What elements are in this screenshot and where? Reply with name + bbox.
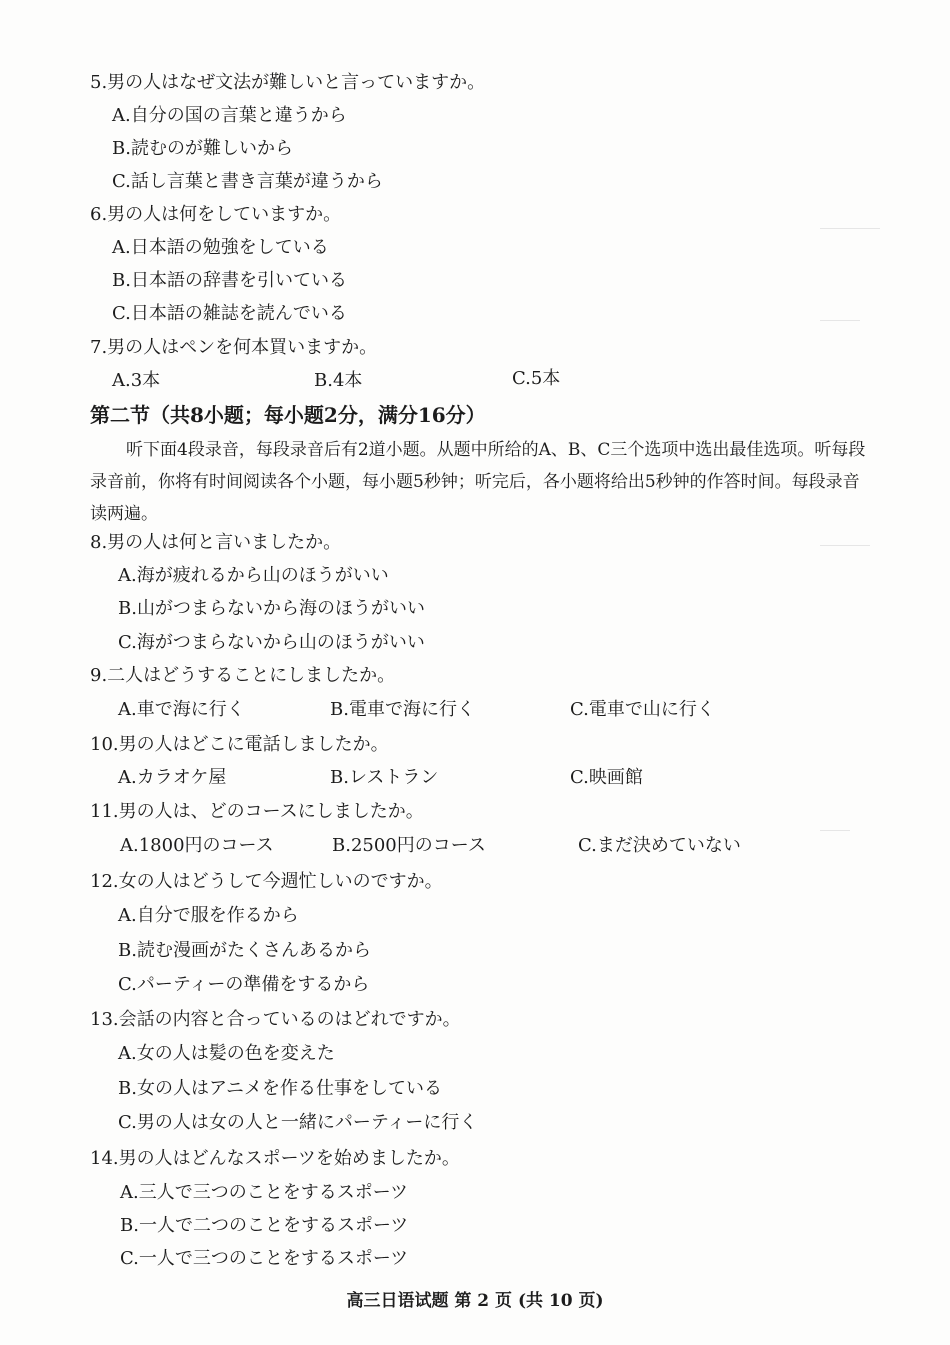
question-14-option-c: C.一人で三つのことをするスポーツ bbox=[120, 1248, 409, 1269]
question-13: 13.会話の内容と合っているのはどれですか。 bbox=[90, 1009, 461, 1030]
question-11-option-a: A.1800円のコース bbox=[120, 835, 274, 856]
question-10-option-a: A.カラオケ屋 bbox=[118, 767, 227, 788]
question-9: 9.二人はどうすることにしましたか。 bbox=[90, 665, 396, 686]
question-12-option-c: C.パーティーの準備をするから bbox=[118, 974, 370, 995]
question-5: 5.男の人はなぜ文法が難しいと言っていますか。 bbox=[90, 72, 486, 93]
question-5-option-b: B.読むのが難しいから bbox=[112, 138, 293, 159]
page-footer: 高三日语试题 第 2 页 (共 10 页) bbox=[346, 1291, 604, 1311]
question-10: 10.男の人はどこに電話しましたか。 bbox=[90, 734, 389, 755]
question-6-option-c: C.日本語の雑誌を読んでいる bbox=[112, 303, 347, 324]
question-8-option-c: C.海がつまらないから山のほうがいい bbox=[118, 632, 425, 653]
question-13-option-a: A.女の人は髪の色を変えた bbox=[118, 1043, 335, 1064]
bleed-mark bbox=[820, 320, 860, 321]
question-6: 6.男の人は何をしていますか。 bbox=[90, 204, 342, 225]
question-5-option-a: A.自分の国の言葉と違うから bbox=[112, 105, 347, 126]
question-12: 12.女の人はどうして今週忙しいのですか。 bbox=[90, 871, 443, 892]
question-11-option-c: C.まだ決めていない bbox=[578, 835, 741, 856]
question-14-option-b: B.一人で二つのことをするスポーツ bbox=[120, 1215, 409, 1236]
question-8-option-a: A.海が疲れるから山のほうがいい bbox=[118, 565, 389, 586]
question-12-option-b: B.読む漫画がたくさんあるから bbox=[118, 940, 371, 961]
question-10-option-b: B.レストラン bbox=[330, 767, 439, 788]
question-10-option-c: C.映画館 bbox=[570, 767, 643, 788]
question-8: 8.男の人は何と言いましたか。 bbox=[90, 532, 342, 553]
question-9-option-a: A.車で海に行く bbox=[118, 699, 245, 720]
section-instructions: 听下面4段录音，每段录音后有2道小题。从题中所给的A、B、C三个选项中选出最佳选项。听每段录音前，你将有时间阅读各个小题，每小题5秒钟；听完后，各小题将给出5秒钟的作答时间。每段录音读两遍。 bbox=[90, 440, 866, 524]
question-7-option-b: B.4本 bbox=[314, 370, 363, 391]
question-14: 14.男の人はどんなスポーツを始めましたか。 bbox=[90, 1148, 460, 1169]
question-11: 11.男の人は、どのコースにしましたか。 bbox=[90, 801, 424, 822]
question-9-option-c: C.電車で山に行く bbox=[570, 699, 715, 720]
question-6-option-b: B.日本語の辞書を引いている bbox=[112, 270, 347, 291]
bleed-mark bbox=[820, 228, 880, 229]
question-14-option-a: A.三人で三つのことをするスポーツ bbox=[120, 1182, 408, 1203]
question-8-option-b: B.山がつまらないから海のほうがいい bbox=[118, 598, 425, 619]
question-6-option-a: A.日本語の勉強をしている bbox=[112, 237, 329, 258]
question-5-option-c: C.話し言葉と書き言葉が違うから bbox=[112, 171, 383, 192]
question-7-option-a: A.3本 bbox=[112, 370, 161, 391]
question-11-option-b: B.2500円のコース bbox=[332, 835, 486, 856]
bleed-mark bbox=[820, 830, 850, 831]
question-12-option-a: A.自分で服を作るから bbox=[118, 905, 299, 926]
question-7: 7.男の人はペンを何本買いますか。 bbox=[90, 337, 378, 358]
bleed-mark bbox=[820, 545, 870, 546]
question-13-option-c: C.男の人は女の人と一緒にパーティーに行く bbox=[118, 1112, 478, 1133]
question-13-option-b: B.女の人はアニメを作る仕事をしている bbox=[118, 1078, 443, 1099]
question-7-option-c: C.5本 bbox=[512, 368, 561, 389]
question-9-option-b: B.電車で海に行く bbox=[330, 699, 475, 720]
section-title: 第二节（共8小题；每小题2分，满分16分） bbox=[90, 403, 486, 427]
